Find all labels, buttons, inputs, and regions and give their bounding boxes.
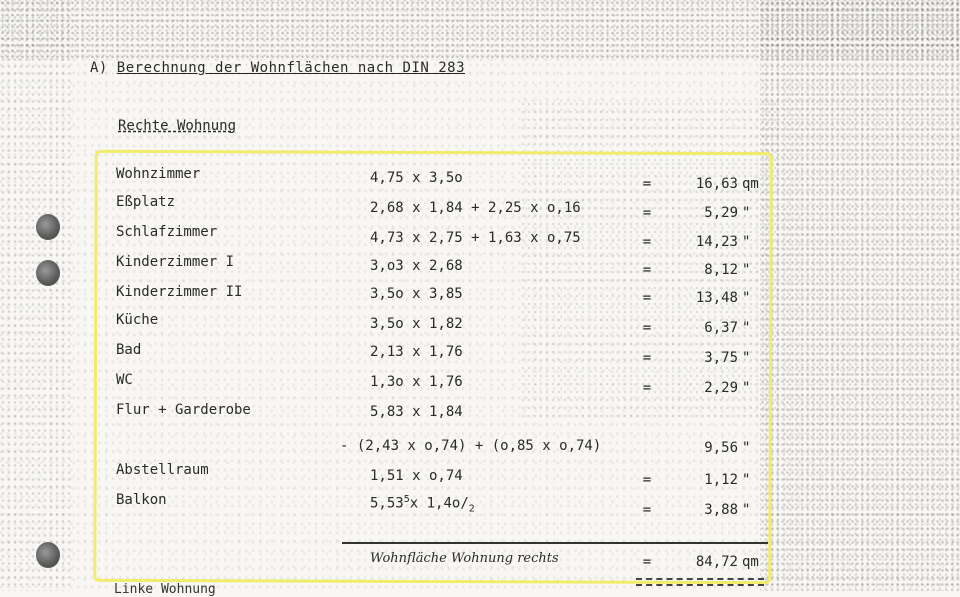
room-area: 3,88 [704,502,738,518]
area-unit: " [742,205,751,221]
room-name: Balkon [116,492,167,508]
room-name: Eßplatz [116,194,176,210]
area-unit: " [742,320,751,336]
room-area: 9,56 [704,440,738,456]
room-area: 6,37 [704,320,738,336]
balkon-calc [370,494,475,514]
room-area: 8,12 [704,262,738,278]
equals-sign: = [642,380,652,396]
section-heading [90,60,465,76]
total-area: 84,72 [695,554,738,570]
double-underline [636,578,764,586]
room-calc: 2,68 x 1,84 + 2,25 x o,16 [370,200,581,216]
equals-sign: = [642,472,652,488]
room-name: Abstellraum [116,462,209,478]
equals-sign: = [642,502,652,518]
area-unit: " [742,502,751,518]
total-label: Wohnfläche Wohnung rechts [370,551,559,566]
room-area: 5,29 [704,205,738,221]
equals-sign: = [642,234,652,250]
room-calc: 1,3o x 1,76 [370,374,463,390]
area-unit: " [742,234,751,250]
equals-sign: = [642,350,652,366]
section-title: Berechnung der Wohnflächen nach DIN 283 [116,60,466,76]
room-calc: 1,51 x o,74 [370,468,463,484]
room-name: WC [116,372,133,388]
equals-sign: = [642,290,652,306]
balkon-calc-a: 5,53 [370,495,404,512]
room-area: 13,48 [695,290,738,306]
room-calc: 3,5o x 3,85 [370,286,463,302]
area-unit: qm [742,554,759,570]
room-calc: 2,13 x 1,76 [370,344,463,360]
room-calc: 3,5o x 1,82 [370,316,463,332]
subsection-title: Rechte Wohnung [118,118,237,134]
scan-noise [760,0,960,591]
area-unit: " [742,290,751,306]
room-name: Flur + Garderobe [116,402,251,418]
room-name: Kinderzimmer II [116,284,243,300]
area-unit: " [742,472,751,488]
room-area: 3,75 [704,350,738,366]
room-name: Wohnzimmer [116,166,201,182]
punch-hole [36,542,60,568]
area-unit: " [742,350,751,366]
room-area: 14,23 [695,234,738,250]
sum-line [342,542,768,544]
balkon-calc-sub: 2 [468,503,475,515]
next-section-title-partial: Linke Wohnung [114,582,216,597]
punch-hole [36,260,60,286]
room-calc: 5,83 x 1,84 [370,404,463,420]
room-name: Schlafzimmer [116,224,218,240]
room-area: 1,12 [704,472,738,488]
section-prefix: A) [90,60,108,76]
equals-sign: = [642,554,652,570]
scan-noise [0,0,70,591]
area-unit: qm [742,176,759,192]
room-area: 16,63 [695,176,738,192]
room-name: Küche [116,312,159,328]
room-name: Kinderzimmer I [116,254,235,270]
area-unit: " [742,262,751,278]
room-calc: 4,75 x 3,5o [370,170,463,186]
equals-sign: = [642,176,652,192]
balkon-calc-b: x 1,4o/ [409,495,469,512]
balkon-calc-sup: 5 [403,494,410,505]
punch-hole [36,214,60,240]
room-area: 2,29 [704,380,738,396]
equals-sign: = [642,205,652,221]
area-unit: " [742,440,751,456]
room-calc-continuation: - (2,43 x o,74) + (o,85 x o,74) [340,438,602,454]
equals-sign: = [642,320,652,336]
room-name: Bad [116,342,142,358]
area-unit: " [742,380,751,396]
room-calc: 4,73 x 2,75 + 1,63 x o,75 [370,230,581,246]
equals-sign: = [642,262,652,278]
room-calc: 3,o3 x 2,68 [370,258,463,274]
